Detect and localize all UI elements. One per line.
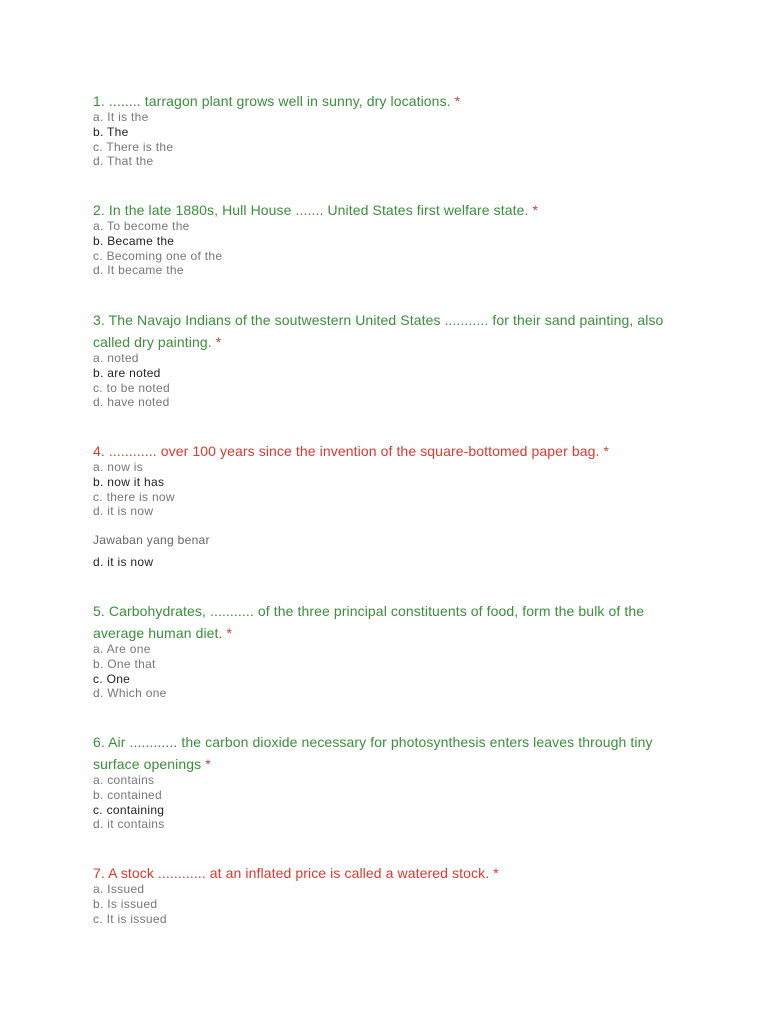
option-a: a. contains: [93, 773, 155, 787]
question-1: [93, 90, 683, 169]
question-4-text: 4. ............ over 100 years since the invention of the square-bottomed paper bag. *: [93, 443, 610, 459]
option-b: b. Is issued: [93, 896, 158, 911]
correct-answer-label: Jawaban yang benar: [93, 533, 210, 548]
option-b-selected: b. now it has: [93, 474, 165, 489]
option-b-selected: b. The: [93, 124, 129, 139]
option-a: a. Are one: [93, 642, 151, 656]
question-6: [93, 731, 683, 832]
option-b-selected: b. Became the: [93, 233, 175, 248]
option-b: b. One that: [93, 656, 156, 671]
option-a: a. Issued: [93, 882, 145, 896]
option-b-selected: b. are noted: [93, 365, 161, 380]
option-c: c. Becoming one of the: [93, 248, 223, 263]
question-3-text: 3. The Navajo Indians of the soutwestern United States ........... for their sand painting, also called dry painting. *: [93, 312, 664, 350]
option-d: d. it is now: [93, 504, 154, 519]
question-2-text: 2. In the late 1880s, Hull House ....... United States first welfare state. *: [93, 202, 539, 218]
option-a: a. noted: [93, 351, 139, 365]
required-marker: *: [205, 756, 211, 772]
question-6-options: [93, 773, 683, 832]
required-marker: *: [532, 202, 539, 218]
question-5: [93, 600, 683, 701]
option-d: d. have noted: [93, 395, 170, 410]
required-marker: *: [215, 334, 222, 350]
option-a: a. To become the: [93, 219, 190, 233]
question-3-options: [93, 351, 683, 410]
question-7-options: [93, 882, 683, 926]
required-marker: *: [603, 443, 610, 459]
option-d: d. Which one: [93, 686, 167, 701]
required-marker: *: [493, 865, 499, 881]
question-2-options: [93, 219, 683, 278]
option-c: c. there is now: [93, 489, 175, 504]
option-a: a. now is: [93, 460, 144, 474]
question-5-options: [93, 642, 683, 701]
question-2: [93, 199, 683, 278]
option-c-selected: c. One: [93, 671, 131, 686]
required-marker: *: [226, 625, 233, 641]
question-6-text: 6. Air ............ the carbon dioxide necessary for photosynthesis enters leaves through tiny surface openings *: [93, 734, 653, 772]
question-4: [93, 440, 683, 569]
question-1-text: 1. ........ tarragon plant grows well in sunny, dry locations. *: [93, 93, 461, 109]
correct-answer-value: d. it is now: [93, 555, 154, 570]
required-marker: *: [454, 93, 461, 109]
question-1-options: [93, 110, 683, 169]
option-b: b. contained: [93, 787, 162, 802]
option-c: c. It is issued: [93, 911, 167, 926]
option-c-selected: c. containing: [93, 802, 165, 817]
question-3: [93, 309, 683, 410]
question-4-options: [93, 460, 683, 519]
question-5-text: 5. Carbohydrates, ........... of the three principal constituents of food, form the bulk of the average human diet. *: [93, 603, 645, 641]
option-c: c. There is the: [93, 139, 174, 154]
question-7-text: 7. A stock ............ at an inflated price is called a watered stock. *: [93, 865, 499, 881]
option-c: c. to be noted: [93, 380, 170, 395]
option-d: d. it contains: [93, 817, 165, 832]
option-d: d. That the: [93, 154, 154, 169]
question-7: [93, 862, 683, 926]
option-d: d. It became the: [93, 263, 184, 278]
option-a: a. It is the: [93, 110, 149, 124]
